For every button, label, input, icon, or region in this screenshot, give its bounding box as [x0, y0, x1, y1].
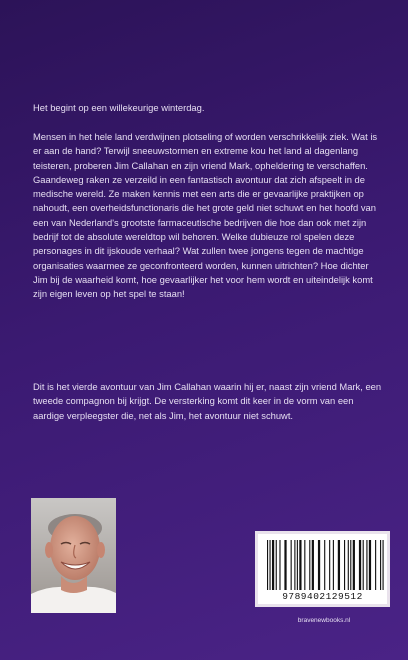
author-photo — [31, 498, 116, 613]
series-note-paragraph: Dit is het vierde avontuur van Jim Callahan waarin hij er, naast zijn vriend Mark, een tweede compagnon bij krijgt. De versterking komt dit keer in de vorm van een aardige verpleegster die, net als Jim, het avontuur niet schuwt. — [33, 381, 382, 421]
isbn-number: 9789402129512 — [282, 591, 363, 602]
barcode-bars — [266, 540, 384, 590]
publisher-website: bravenewbooks.nl — [297, 617, 351, 624]
synopsis-paragraph: Mensen in het hele land verdwijnen plotseling of worden verschrikkelijk ziek. Wat is er aan de hand? Terwijl sneeuwstormen en extreme kou het land al dagenlang teisteren, proberen Jim Callahan en zijn vriend Mark, opheldering te verschaffen. Gaandeweg raken ze verzeild in een fantastisch avontuur dat zich afspeelt in de medische wereld. Ze maken kennis met een arts die er gevaarlijke praktijken op nahoudt, een overheidsfunctionaris die het grote geld niet schuwt en het hoofd van een van Nederland's grootste farmaceutische bedrijven die hoe dan ook met zijn bedrijf tot de absolute wereldtop wil behoren. Welke dubieuze rol spelen deze personages in dit ijskoude verhaal? Wat zullen twee jongens tegen de machtige organisaties waarmee ze geconfronteerd worden, kunnen uitrichten? Hoe dichter Jim bij de waarheid komt, hoe gevaarlijker het voor hem wordt en uiteindelijk komt zijn eigen leven op het spel te staan! — [33, 131, 378, 300]
isbn-barcode — [255, 531, 390, 607]
opening-line: Het begint op een willekeurige winterdag. — [33, 102, 205, 113]
